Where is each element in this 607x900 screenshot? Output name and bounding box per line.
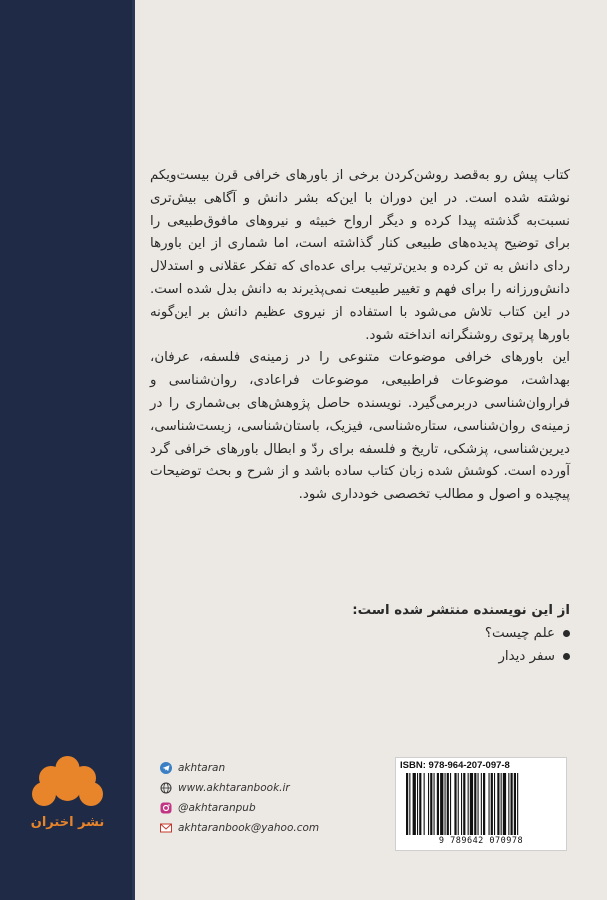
barcode-bar [497,773,499,835]
other-books-title: از این نویسنده منتشر شده است: [352,603,570,618]
barcode-bar [417,773,418,835]
book-title: سفر دیدار [498,649,555,664]
barcode-bar [419,773,421,835]
isbn-label: ISBN: 978-964-207-097-8 [400,760,510,771]
bullet-icon [563,653,570,660]
barcode [402,773,560,835]
contact-website [160,778,319,798]
mail-icon [160,822,172,834]
barcode-bar [430,773,432,835]
globe-icon [160,782,172,794]
book-title: علم چیست؟ [484,626,555,641]
barcode-bar [503,773,506,835]
list-item [230,622,570,645]
blurb-paragraph-2: این باورهای خرافی موضوعات متنوعی را در زمینه‌ی فلسفه، عرفان، بهداشت، موضوعات فراطبیعی، موضوعات فراعادی، روان‌شناسی و فراروان‌شناسی دربرمی‌گیرد. نویسنده حاصل پژوهش‌های بی‌شماری را در زمینه‌ی روان‌شناسی، ستاره‌شناسی، فیزیک، باستان‌شناسی، زیست‌شناسی، دیرین‌شناسی، پزشکی، تاریخ و فلسفه برای ردّ و ابطال باورهای خرافی گرد آورده است. کوشش شده زبان کتاب ساده باشد و از شرح و بحث توضیحات پیچیده و اصول و مطالب تخصصی خودداری شود. [150,350,570,503]
barcode-bar [434,773,435,835]
instagram-icon [160,802,172,814]
barcode-bar [474,773,476,835]
instagram-handle[interactable]: @akhtaranpub [178,802,256,814]
barcode-bar [489,773,490,835]
list-item [230,645,570,668]
website-link[interactable]: www.akhtaranbook.ir [178,782,290,794]
barcode-bar [468,773,469,835]
barcode-bar [481,773,482,835]
blurb-paragraph-1: کتاب پیش رو به‌قصد روشن‌کردن برخی از باورهای خرافی قرن بیست‌ویکم نوشته شده است. در این دوران با این‌که بشر دانش و آگاهی بیش‌تری نسبت‌به گذشته پیدا کرده و دیگر ارواح خبیثه و نیروهای مافوق‌طبیعی را برای توضیح پدیده‌های طبیعی کنار گذاشته است، اما شماری از این باورها ردای دانش به تن کرده و بدین‌ترتیب برای عده‌ای که تفکر عقلانی و استدلال دانش‌ورزانه را برای فهم و تغییر طبیعت نمی‌پذیرند به دانش بدل شده است. در این کتاب تلاش می‌شود با استفاده از نیروی عظیم دانش بر این‌گونه باورها پرتوی روشنگرانه انداخته شود. [150,168,570,343]
bullet-icon [563,630,570,637]
other-books-list [230,622,570,668]
barcode-bar [450,773,451,835]
barcode-bar [440,773,443,835]
barcode-bar [413,773,416,835]
contact-instagram [160,798,319,818]
barcode-digits: 9 789642 070978 [438,836,524,846]
barcode-bar [454,773,456,835]
barcode-bar [470,773,473,835]
barcode-bar [406,773,408,835]
barcode-bar [447,773,449,835]
telegram-icon [160,762,172,774]
barcode-bar [445,773,446,835]
barcode-bar [478,773,479,835]
contact-info [160,758,319,838]
telegram-handle[interactable]: akhtaran [178,762,226,774]
barcode-bar [514,773,516,835]
barcode-bar [511,773,513,835]
barcode-bar [463,773,465,835]
barcode-bar [409,773,410,835]
email-address[interactable]: akhtaranbook@yahoo.com [178,822,320,834]
barcode-bar [483,773,485,835]
isbn-barcode-box [395,757,567,851]
barcode-bar [437,773,439,835]
barcode-bar [494,773,495,835]
barcode-bar [491,773,493,835]
other-books-section [230,603,570,668]
barcode-bar [517,773,518,835]
barcode-bar [458,773,459,835]
contact-email [160,818,319,838]
barcode-bar [461,773,462,835]
contact-telegram [160,758,319,778]
barcode-bar [501,773,502,835]
barcode-bar [424,773,425,835]
barcode-bar [428,773,429,835]
publisher-name: نشر اختران [30,815,105,830]
barcode-bar [508,773,509,835]
blurb [150,165,570,507]
